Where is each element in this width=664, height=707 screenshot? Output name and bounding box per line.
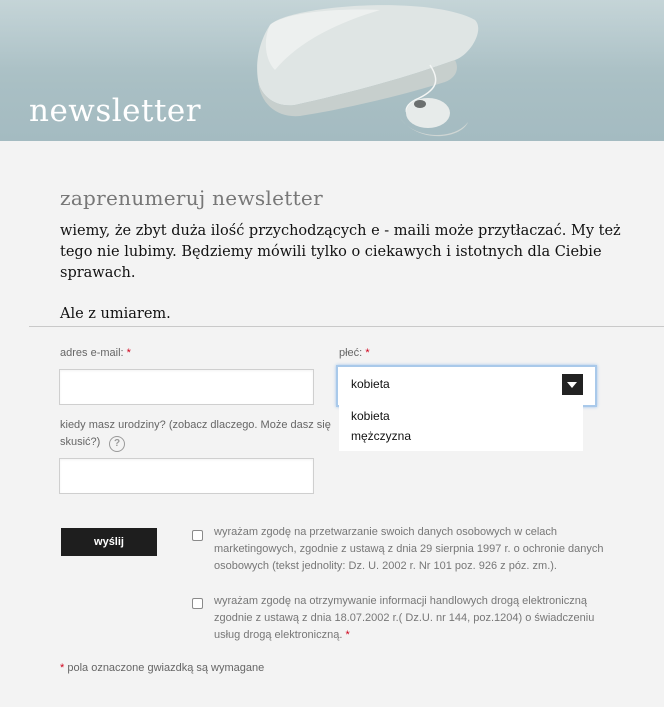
required-mark: *: [345, 629, 350, 641]
help-circle-icon[interactable]: ?: [109, 436, 125, 452]
chevron-down-icon[interactable]: [562, 374, 583, 395]
consent-text-commercial: [214, 593, 609, 644]
intro-paragraph: wiemy, że zbyt duża ilość przychodzących e - maili może przytłaczać. My też tego nie lubimy. Będziemy mówili tylko o ciekawych i istotnych dla Ciebie sprawach.: [60, 223, 621, 281]
consent-checkbox-marketing[interactable]: [192, 530, 203, 541]
required-note-text: pola oznaczone gwiazdką są wymagane: [67, 662, 265, 674]
page-title: newsletter: [29, 93, 202, 129]
dropdown-option-mezczyzna[interactable]: mężczyzna: [351, 429, 412, 443]
birthday-field[interactable]: [59, 458, 314, 494]
required-mark: *: [60, 662, 65, 674]
gender-dropdown-list: [339, 403, 583, 451]
gender-selected-value: kobieta: [351, 377, 390, 391]
consent-text: wyrażam zgodę na otrzymywanie informacji handlowych drogą elektroniczną zgodnie z ustawą z dnia 18.07.2002 r.( Dz.U. nr 144, poz.1204) o świadczeniu usług drogą elektroniczną.: [214, 595, 595, 641]
gender-label: [339, 345, 370, 362]
mouse-illustration: [230, 0, 490, 141]
email-field[interactable]: [59, 369, 314, 405]
required-fields-note: [60, 662, 264, 674]
required-mark: *: [126, 347, 131, 359]
consent-text: wyrażam zgodę na przetwarzanie swoich danych osobowych w celach marketingowych, zgodnie z ustawą z dnia 29 sierpnia 1997 r. o ochronie danych osobowych (tekst jednolity: Dz. U. 2002 r. Nr 101 poz. 926 z póz. zm.).: [214, 526, 604, 572]
header-banner: [0, 0, 664, 141]
submit-button[interactable]: wyślij: [61, 528, 157, 556]
birthday-label: kiedy masz urodziny? (zobacz dlaczego. Może dasz się skusić?): [60, 419, 331, 448]
email-label-text: adres e-mail:: [60, 347, 124, 359]
intro-paragraph: Ale z umiarem.: [60, 306, 171, 322]
divider: [29, 326, 664, 327]
gender-select[interactable]: [336, 365, 597, 407]
consent-checkbox-commercial[interactable]: [192, 598, 203, 609]
gender-label-text: płeć:: [339, 347, 363, 359]
intro-text: [60, 221, 650, 325]
section-heading: zaprenumeruj newsletter: [60, 186, 323, 210]
email-label: [60, 345, 131, 362]
consent-text-marketing: [214, 524, 609, 575]
required-mark: *: [365, 347, 370, 359]
dropdown-option-kobieta[interactable]: kobieta: [351, 409, 390, 423]
